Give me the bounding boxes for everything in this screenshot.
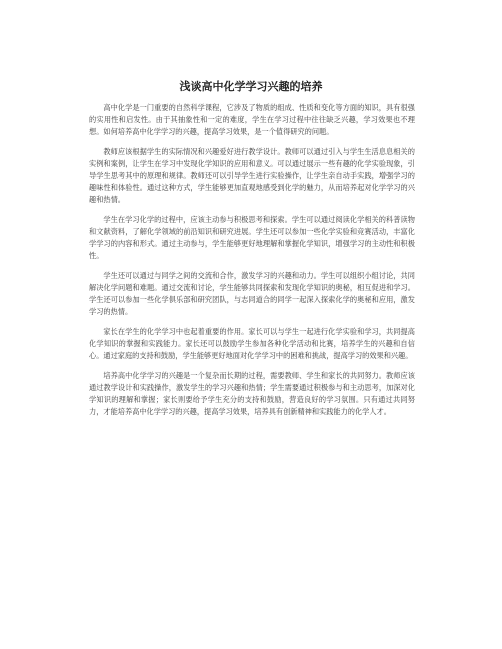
paragraph-1: 高中化学是一门重要的自然科学课程，它涉及了物质的组成、性质和变化等方面的知识，具有很强的实用性和启发性。由于其抽象性和一定的难度，学生在学习过程中往往缺乏兴趣，学习效果也不理想。如何培养高中化学学习的兴趣，提高学习效果，是一个值得研究的问题。: [89, 103, 415, 136]
paragraph-6: 培养高中化学学习的兴趣是一个复杂而长期的过程，需要教师、学生和家长的共同努力。教师应该通过教学设计和实践操作，激发学生的学习兴趣和热情；学生需要通过积极参与和主动思考，加深对化学知识的理解和掌握；家长则要给予学生充分的支持和鼓励，营造良好的学习氛围。只有通过共同努力，才能培养高中化学学习的兴趣，提高学习效果，培养具有创新精神和实践能力的化学人才。: [89, 371, 415, 416]
paragraph-4: 学生还可以通过与同学之间的交流和合作，激发学习的兴趣和动力。学生可以组织小组讨论，共同解决化学问题和难题。通过交流和讨论，学生能够共同探索和发现化学知识的奥秘，相互促进和学习。学生还可以参加一些化学俱乐部和研究团队，与志同道合的同学一起深入探索化学的奥秘和应用，激发学习的热情。: [89, 271, 415, 316]
paragraph-5: 家长在学生的化学学习中也起着重要的作用。家长可以与学生一起进行化学实验和学习，共同提高化学知识的掌握和实践能力。家长还可以鼓励学生参加各种化学活动和比赛，培养学生的兴趣和自信心。通过家庭的支持和鼓励，学生能够更好地面对化学学习中的困难和挑战，提高学习的效果和兴趣。: [89, 327, 415, 360]
document-body: [89, 102, 415, 426]
paragraph-3: 学生在学习化学的过程中，应该主动参与积极思考和探索。学生可以通过阅读化学相关的科普读物和文献资料，了解化学领域的前沿知识和研究进展。学生还可以参加一些化学实验和竞赛活动，丰富化学学习的内容和形式。通过主动参与，学生能够更好地理解和掌握化学知识，增强学习的主动性和积极性。: [89, 215, 415, 260]
paragraph-2: 教师应该根据学生的实际情况和兴趣爱好进行教学设计。教师可以通过引入与学生生活息息相关的实例和案例，让学生在学习中发现化学知识的应用和意义。可以通过展示一些有趣的化学实验现象，引导学生思考其中的原理和规律。教师还可以引导学生进行实验操作，让学生亲自动手实践，增强学习的趣味性和体验性。通过这种方式，学生能够更加直观地感受到化学的魅力，从而培养起对化学学习的兴趣和热情。: [89, 147, 415, 204]
document-title: 浅谈高中化学学习兴趣的培养: [179, 80, 323, 93]
